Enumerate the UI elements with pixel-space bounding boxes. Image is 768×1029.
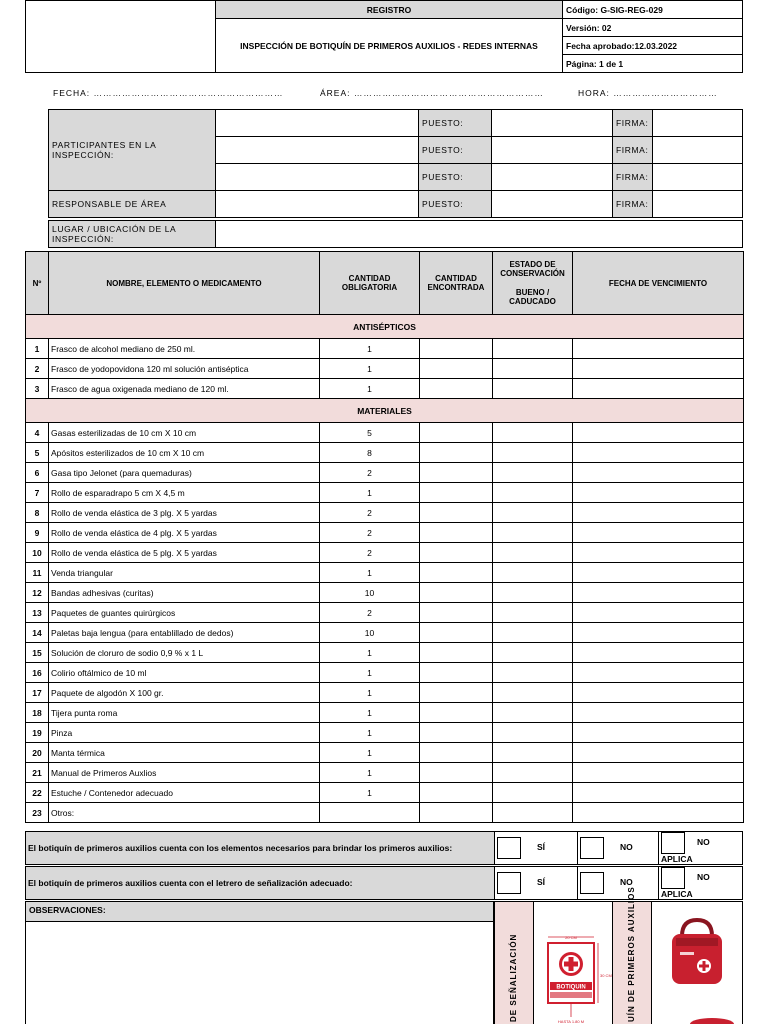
item-row bbox=[26, 803, 744, 823]
state-header-sub: BUENO / CADUCADO bbox=[509, 288, 556, 306]
fecha-field[interactable]: FECHA: …………………………………………………… bbox=[53, 88, 284, 98]
puesto-label: PUESTO: bbox=[419, 164, 492, 191]
item-name: Frasco de agua oxigenada mediano de 120 ml. bbox=[49, 379, 320, 399]
firma-label: FIRMA: bbox=[613, 164, 653, 191]
item-qty-required: 8 bbox=[320, 443, 420, 463]
item-qty-found-cell[interactable] bbox=[420, 743, 493, 763]
item-number: 8 bbox=[26, 503, 49, 523]
hora-field[interactable]: HORA: …………………………… bbox=[578, 88, 718, 98]
item-qty-found-cell[interactable] bbox=[420, 563, 493, 583]
item-row bbox=[26, 783, 744, 803]
state-header-title: ESTADO DE CONSERVACIÓN bbox=[500, 260, 565, 278]
item-state-cell[interactable] bbox=[493, 563, 573, 583]
item-state-cell[interactable] bbox=[493, 523, 573, 543]
item-row bbox=[26, 583, 744, 603]
kit-image-cell bbox=[651, 901, 743, 1024]
puesto-label: PUESTO: bbox=[419, 110, 492, 137]
item-number: 12 bbox=[26, 583, 49, 603]
option-na-label: NO APLICA bbox=[661, 837, 710, 864]
firma-label: FIRMA: bbox=[613, 137, 653, 164]
item-state-cell[interactable] bbox=[493, 743, 573, 763]
item-state-cell[interactable] bbox=[493, 663, 573, 683]
item-qty-required: 1 bbox=[320, 339, 420, 359]
item-qty-found-cell[interactable] bbox=[420, 763, 493, 783]
item-expiry-cell[interactable] bbox=[573, 463, 744, 483]
item-name: Frasco de alcohol mediano de 250 ml. bbox=[49, 339, 320, 359]
item-expiry-cell[interactable] bbox=[573, 623, 744, 643]
option-na-label: NO APLICA bbox=[661, 872, 710, 899]
item-qty-required: 5 bbox=[320, 423, 420, 443]
item-number: 5 bbox=[26, 443, 49, 463]
participant-name-cell[interactable] bbox=[216, 164, 419, 191]
option-si-label: SÍ bbox=[537, 842, 546, 853]
col-expiry-header: FECHA DE VENCIMIENTO bbox=[573, 252, 744, 315]
item-state-cell[interactable] bbox=[493, 483, 573, 503]
participant-name-cell[interactable] bbox=[216, 137, 419, 164]
item-expiry-cell[interactable] bbox=[573, 523, 744, 543]
sign-width-label: 20 CM bbox=[565, 935, 577, 940]
item-state-cell[interactable] bbox=[493, 339, 573, 359]
item-qty-found-cell[interactable] bbox=[420, 503, 493, 523]
item-state-cell[interactable] bbox=[493, 643, 573, 663]
item-row bbox=[26, 703, 744, 723]
item-qty-found-cell[interactable] bbox=[420, 803, 493, 823]
item-row bbox=[26, 683, 744, 703]
item-row bbox=[26, 503, 744, 523]
sign-image-cell bbox=[533, 901, 613, 1024]
item-state-cell[interactable] bbox=[493, 723, 573, 743]
section-materiales bbox=[26, 399, 744, 423]
option-no-label: NO bbox=[620, 842, 633, 853]
item-row bbox=[26, 379, 744, 399]
item-expiry-cell[interactable] bbox=[573, 763, 744, 783]
item-row bbox=[26, 543, 744, 563]
item-expiry-cell[interactable] bbox=[573, 543, 744, 563]
item-name: Venda triangular bbox=[49, 563, 320, 583]
item-state-cell[interactable] bbox=[493, 379, 573, 399]
item-number: 9 bbox=[26, 523, 49, 543]
item-qty-found-cell[interactable] bbox=[420, 723, 493, 743]
item-name: Otros: bbox=[49, 803, 320, 823]
sign-caption: DE SEÑALIZACIÓN bbox=[509, 933, 518, 1022]
puesto-cell[interactable] bbox=[492, 110, 613, 137]
section-antisepticos bbox=[26, 315, 744, 339]
doc-page: Página: 1 de 1 bbox=[563, 55, 743, 73]
item-number: 18 bbox=[26, 703, 49, 723]
item-name: Solución de cloruro de sodio 0,9 % x 1 L bbox=[49, 643, 320, 663]
item-expiry-cell[interactable] bbox=[573, 783, 744, 803]
item-number: 3 bbox=[26, 379, 49, 399]
item-qty-required: 10 bbox=[320, 583, 420, 603]
item-row bbox=[26, 463, 744, 483]
item-state-cell[interactable] bbox=[493, 783, 573, 803]
item-qty-required: 1 bbox=[320, 743, 420, 763]
sign-text: BOTIQUIN bbox=[556, 984, 586, 991]
item-expiry-cell[interactable] bbox=[573, 379, 744, 399]
puesto-label: PUESTO: bbox=[419, 191, 492, 218]
item-expiry-cell[interactable] bbox=[573, 503, 744, 523]
item-qty-required: 1 bbox=[320, 563, 420, 583]
item-number: 17 bbox=[26, 683, 49, 703]
sign-caption-column bbox=[494, 901, 534, 1024]
item-qty-required: 1 bbox=[320, 483, 420, 503]
item-qty-found-cell[interactable] bbox=[420, 623, 493, 643]
item-row bbox=[26, 339, 744, 359]
puesto-cell[interactable] bbox=[492, 191, 613, 218]
item-name: Rollo de esparadrapo 5 cm X 4,5 m bbox=[49, 483, 320, 503]
item-qty-found-cell[interactable] bbox=[420, 359, 493, 379]
item-state-cell[interactable] bbox=[493, 543, 573, 563]
item-name: Estuche / Contenedor adecuado bbox=[49, 783, 320, 803]
firma-cell[interactable] bbox=[653, 137, 743, 164]
item-state-cell[interactable] bbox=[493, 603, 573, 623]
items-table bbox=[25, 251, 744, 823]
item-name: Frasco de yodopovidona 120 ml solución antiséptica bbox=[49, 359, 320, 379]
sign-bottom-label: HASTA 1.80 M bbox=[557, 1019, 585, 1024]
item-expiry-cell[interactable] bbox=[573, 563, 744, 583]
item-qty-found-cell[interactable] bbox=[420, 423, 493, 443]
item-qty-required: 2 bbox=[320, 463, 420, 483]
item-name: Rollo de venda elástica de 4 plg. X 5 yardas bbox=[49, 523, 320, 543]
item-name: Colirio oftálmico de 10 ml bbox=[49, 663, 320, 683]
doc-approved-date: Fecha aprobado:12.03.2022 bbox=[563, 37, 743, 55]
item-qty-required: 10 bbox=[320, 623, 420, 643]
item-row bbox=[26, 563, 744, 583]
item-row bbox=[26, 603, 744, 623]
option-no-label: NO bbox=[620, 877, 633, 888]
col-qty-required-header: CANTIDAD OBLIGATORIA bbox=[320, 252, 420, 315]
firma-cell[interactable] bbox=[653, 191, 743, 218]
checkbox-no-aplica[interactable] bbox=[661, 832, 685, 854]
item-qty-found-cell[interactable] bbox=[420, 339, 493, 359]
item-expiry-cell[interactable] bbox=[573, 359, 744, 379]
item-qty-required: 1 bbox=[320, 723, 420, 743]
puesto-cell[interactable] bbox=[492, 164, 613, 191]
item-state-cell[interactable] bbox=[493, 703, 573, 723]
item-number: 20 bbox=[26, 743, 49, 763]
item-expiry-cell[interactable] bbox=[573, 663, 744, 683]
item-qty-found-cell[interactable] bbox=[420, 603, 493, 623]
area-field[interactable]: ÁREA: …………………………………………………… bbox=[320, 88, 544, 98]
item-state-cell[interactable] bbox=[493, 463, 573, 483]
sign-height-label: 30 CM bbox=[600, 973, 612, 978]
document-header bbox=[25, 0, 743, 73]
item-row bbox=[26, 443, 744, 463]
item-name: Manta térmica bbox=[49, 743, 320, 763]
responsable-label: RESPONSABLE DE ÁREA bbox=[49, 191, 216, 218]
puesto-label: PUESTO: bbox=[419, 137, 492, 164]
lugar-table bbox=[48, 220, 743, 248]
item-qty-found-cell[interactable] bbox=[420, 663, 493, 683]
item-qty-found-cell[interactable] bbox=[420, 703, 493, 723]
item-expiry-cell[interactable] bbox=[573, 803, 744, 823]
doc-code: Código: G-SIG-REG-029 bbox=[563, 1, 743, 19]
item-name: Paquetes de guantes quirúrgicos bbox=[49, 603, 320, 623]
item-expiry-cell[interactable] bbox=[573, 643, 744, 663]
item-number: 6 bbox=[26, 463, 49, 483]
kit-caption: UÍN DE PRIMEROS AUXILIOS bbox=[627, 886, 636, 1022]
item-row bbox=[26, 643, 744, 663]
question-1 bbox=[25, 831, 743, 865]
item-name: Pinza bbox=[49, 723, 320, 743]
item-qty-found-cell[interactable] bbox=[420, 683, 493, 703]
item-number: 19 bbox=[26, 723, 49, 743]
item-name: Bandas adhesivas (curitas) bbox=[49, 583, 320, 603]
item-qty-required: 1 bbox=[320, 683, 420, 703]
item-qty-required: 2 bbox=[320, 503, 420, 523]
item-number: 7 bbox=[26, 483, 49, 503]
first-aid-bag-icon bbox=[652, 902, 742, 1024]
responsable-name-cell[interactable] bbox=[216, 191, 419, 218]
firma-label: FIRMA: bbox=[613, 191, 653, 218]
item-state-cell[interactable] bbox=[493, 423, 573, 443]
checkbox-si[interactable] bbox=[497, 837, 521, 859]
item-row bbox=[26, 663, 744, 683]
checkbox-no[interactable] bbox=[580, 837, 604, 859]
item-expiry-cell[interactable] bbox=[573, 583, 744, 603]
item-number: 15 bbox=[26, 643, 49, 663]
kit-caption-column bbox=[612, 886, 652, 1024]
doc-title: INSPECCIÓN DE BOTIQUÍN DE PRIMEROS AUXILIOS - REDES INTERNAS bbox=[216, 19, 563, 73]
item-number: 23 bbox=[26, 803, 49, 823]
first-aid-sign-icon bbox=[534, 902, 612, 1024]
item-row bbox=[26, 743, 744, 763]
item-state-cell[interactable] bbox=[493, 359, 573, 379]
item-name: Tijera punta roma bbox=[49, 703, 320, 723]
item-qty-required: 2 bbox=[320, 523, 420, 543]
participant-name-cell[interactable] bbox=[216, 110, 419, 137]
question-text: El botiquín de primeros auxilios cuenta con los elementos necesarios para brindar los primeros auxilios: bbox=[26, 832, 495, 865]
item-row bbox=[26, 423, 744, 443]
item-number: 13 bbox=[26, 603, 49, 623]
item-qty-required: 1 bbox=[320, 703, 420, 723]
observations-label: OBSERVACIONES: bbox=[26, 902, 493, 922]
doc-type: REGISTRO bbox=[216, 1, 563, 19]
firma-cell[interactable] bbox=[653, 110, 743, 137]
item-row bbox=[26, 483, 744, 503]
section-title: ANTISÉPTICOS bbox=[26, 315, 744, 339]
item-state-cell[interactable] bbox=[493, 683, 573, 703]
item-qty-required: 1 bbox=[320, 783, 420, 803]
item-expiry-cell[interactable] bbox=[573, 743, 744, 763]
participants-label: PARTICIPANTES EN LA INSPECCIÓN: bbox=[49, 110, 216, 191]
item-number: 2 bbox=[26, 359, 49, 379]
col-num-header: Nº bbox=[26, 252, 49, 315]
item-expiry-cell[interactable] bbox=[573, 603, 744, 623]
item-qty-required: 1 bbox=[320, 379, 420, 399]
item-qty-required: 2 bbox=[320, 603, 420, 623]
item-qty-found-cell[interactable] bbox=[420, 583, 493, 603]
item-expiry-cell[interactable] bbox=[573, 339, 744, 359]
checkbox-si[interactable] bbox=[497, 872, 521, 894]
item-number: 21 bbox=[26, 763, 49, 783]
item-state-cell[interactable] bbox=[493, 623, 573, 643]
item-qty-found-cell[interactable] bbox=[420, 463, 493, 483]
item-row bbox=[26, 359, 744, 379]
item-number: 4 bbox=[26, 423, 49, 443]
col-state-header bbox=[493, 252, 573, 315]
firma-label: FIRMA: bbox=[613, 110, 653, 137]
item-name: Gasa tipo Jelonet (para quemaduras) bbox=[49, 463, 320, 483]
lugar-cell[interactable] bbox=[216, 221, 743, 248]
item-qty-found-cell[interactable] bbox=[420, 643, 493, 663]
section-title: MATERIALES bbox=[26, 399, 744, 423]
item-number: 14 bbox=[26, 623, 49, 643]
item-number: 10 bbox=[26, 543, 49, 563]
item-qty-required: 1 bbox=[320, 643, 420, 663]
item-state-cell[interactable] bbox=[493, 443, 573, 463]
item-expiry-cell[interactable] bbox=[573, 483, 744, 503]
item-qty-found-cell[interactable] bbox=[420, 783, 493, 803]
item-state-cell[interactable] bbox=[493, 503, 573, 523]
item-row bbox=[26, 723, 744, 743]
item-name: Rollo de venda elástica de 3 plg. X 5 yardas bbox=[49, 503, 320, 523]
item-qty-found-cell[interactable] bbox=[420, 379, 493, 399]
item-row bbox=[26, 623, 744, 643]
item-qty-required: 2 bbox=[320, 543, 420, 563]
item-qty-required: 1 bbox=[320, 763, 420, 783]
item-expiry-cell[interactable] bbox=[573, 723, 744, 743]
item-qty-found-cell[interactable] bbox=[420, 523, 493, 543]
question-text: El botiquín de primeros auxilios cuenta con el letrero de señalización adecuado: bbox=[26, 867, 495, 900]
checkbox-no-aplica[interactable] bbox=[661, 867, 685, 889]
item-state-cell[interactable] bbox=[493, 583, 573, 603]
checkbox-no[interactable] bbox=[580, 872, 604, 894]
item-qty-required bbox=[320, 803, 420, 823]
item-number: 16 bbox=[26, 663, 49, 683]
item-row bbox=[26, 523, 744, 543]
participants-table bbox=[48, 109, 743, 218]
item-expiry-cell[interactable] bbox=[573, 703, 744, 723]
item-state-cell[interactable] bbox=[493, 763, 573, 783]
puesto-cell[interactable] bbox=[492, 137, 613, 164]
item-name: Manual de Primeros Auxlios bbox=[49, 763, 320, 783]
item-qty-found-cell[interactable] bbox=[420, 483, 493, 503]
item-expiry-cell[interactable] bbox=[573, 443, 744, 463]
doc-version: Versión: 02 bbox=[563, 19, 743, 37]
firma-cell[interactable] bbox=[653, 164, 743, 191]
item-row bbox=[26, 763, 744, 783]
observations-box[interactable] bbox=[25, 901, 494, 1024]
item-name: Apósitos esterilizados de 10 cm X 10 cm bbox=[49, 443, 320, 463]
item-name: Paletas baja lengua (para entablillado de dedos) bbox=[49, 623, 320, 643]
item-expiry-cell[interactable] bbox=[573, 683, 744, 703]
item-number: 1 bbox=[26, 339, 49, 359]
item-expiry-cell[interactable] bbox=[573, 423, 744, 443]
lugar-label: LUGAR / UBICACIÓN DE LA INSPECCIÓN: bbox=[49, 221, 216, 248]
item-name: Rollo de venda elástica de 5 plg. X 5 yardas bbox=[49, 543, 320, 563]
item-qty-required: 1 bbox=[320, 663, 420, 683]
item-qty-found-cell[interactable] bbox=[420, 443, 493, 463]
logo-cell bbox=[26, 1, 216, 73]
option-si-label: SÍ bbox=[537, 877, 546, 888]
item-qty-found-cell[interactable] bbox=[420, 543, 493, 563]
item-number: 11 bbox=[26, 563, 49, 583]
item-state-cell[interactable] bbox=[493, 803, 573, 823]
item-qty-required: 1 bbox=[320, 359, 420, 379]
item-number: 22 bbox=[26, 783, 49, 803]
item-name: Paquete de algodón X 100 gr. bbox=[49, 683, 320, 703]
col-name-header: NOMBRE, ELEMENTO O MEDICAMENTO bbox=[49, 252, 320, 315]
item-name: Gasas esterilizadas de 10 cm X 10 cm bbox=[49, 423, 320, 443]
col-qty-found-header: CANTIDAD ENCONTRADA bbox=[420, 252, 493, 315]
